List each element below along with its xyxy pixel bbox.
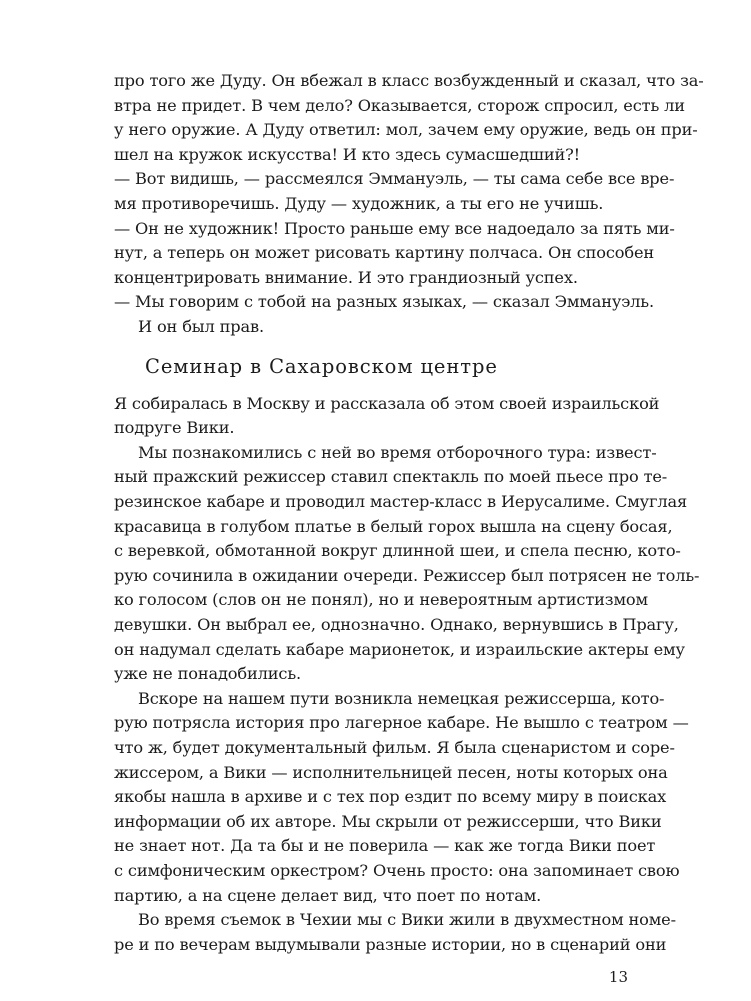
text-line: с веревкой, обмотанной вокруг длинной шеи, и спела песню, кото- — [114, 541, 681, 560]
text-line: концентрировать внимание. И это грандиозный успех. — [114, 268, 578, 287]
text-line: И он был прав. — [138, 317, 264, 336]
text-line: якобы нашла в архиве и с тех пор ездит по всему миру в поисках — [114, 787, 667, 806]
text-line: втра не придет. В чем дело? Оказывается, сторож спросил, есть ли — [114, 96, 685, 115]
text-line: — Вот видишь, — рассмеялся Эммануэль, — ты сама себе все вре- — [114, 169, 675, 188]
text-line: — Он не художник! Просто раньше ему все надоедало за пять ми- — [114, 219, 675, 238]
text-line: девушки. Он выбрал ее, однозначно. Однако, вернувшись в Прагу, — [114, 615, 679, 634]
text-line: Вскоре на нашем пути возникла немецкая режиссерша, кото- — [138, 689, 665, 708]
text-line: Я собиралась в Москву и рассказала об этом своей израильской — [114, 394, 660, 413]
text-line: Мы познакомились с ней во время отборочного тура: извест- — [138, 443, 657, 462]
text-line: — Мы говорим с тобой на разных языках, — сказал Эммануэль. — [114, 292, 654, 311]
text-line: не знает нот. Да та бы и не поверила — как же тогда Вики поет — [114, 836, 656, 855]
text-line: нут, а теперь он может рисовать картину полчаса. Он способен — [114, 243, 655, 262]
text-line: про того же Дуду. Он вбежал в класс возбужденный и сказал, что за- — [114, 71, 704, 90]
text-line: у него оружие. А Дуду ответил: мол, зачем ему оружие, ведь он при- — [114, 120, 698, 139]
text-line: шел на кружок искусства! И кто здесь сумасшедший?! — [114, 145, 580, 164]
text-line: Во время съемок в Чехии мы с Вики жили в двухместном номе- — [138, 910, 676, 929]
text-line: подруге Вики. — [114, 418, 235, 437]
text-line: ре и по вечерам выдумывали разные истории, но в сценарий они — [114, 935, 667, 954]
page-number: 13 — [608, 968, 628, 986]
text-line: с симфоническим оркестром? Очень просто: она запоминает свою — [114, 861, 680, 880]
text-line: ный пражский режиссер ставил спектакль по моей пьесе про те- — [114, 467, 668, 486]
text-line: жиссером, а Вики — исполнительницей песен, ноты которых она — [114, 763, 668, 782]
text-line: он надумал сделать кабаре марионеток, и израильские актеры ему — [114, 640, 685, 659]
text-line: ко голосом (слов он не понял), но и невероятным артистизмом — [114, 590, 648, 609]
text-line: красавица в голубом платье в белый горох вышла на сцену босая, — [114, 517, 673, 536]
text-line: информации об их авторе. Мы скрыли от режиссерши, что Вики — [114, 812, 662, 831]
text-line: резинское кабаре и проводил мастер-класс в Иерусалиме. Смуглая — [114, 492, 688, 511]
text-line: партию, а на сцене делает вид, что поет по нотам. — [114, 886, 542, 905]
text-line: мя противоречишь. Дуду — художник, а ты его не учишь. — [114, 194, 604, 213]
text-line: рую сочинила в ожидании очереди. Режиссер был потрясен не толь- — [114, 566, 700, 585]
text-line: что ж, будет документальный фильм. Я была сценаристом и соре- — [114, 738, 675, 757]
text-line: уже не понадобились. — [114, 664, 301, 683]
section-title: Семинар в Сахаровском центре — [145, 355, 498, 378]
text-line: рую потрясла история про лагерное кабаре. Не вышло с театром — — [114, 713, 689, 732]
